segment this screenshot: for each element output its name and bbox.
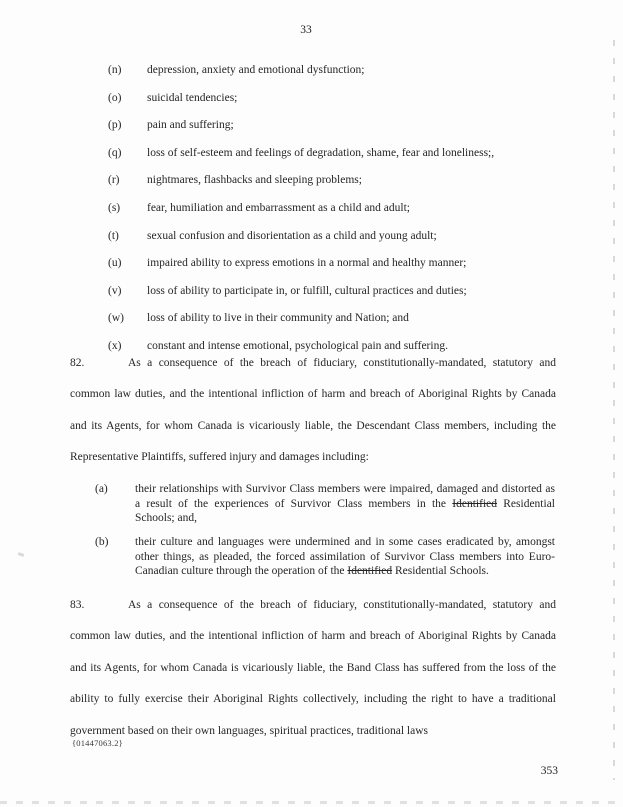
sub-item-a: [95, 482, 555, 526]
scan-artifact-speck: [18, 552, 25, 557]
list-item-w: [108, 311, 568, 339]
paragraph-number: 82.: [70, 357, 85, 369]
paragraph-text: As a consequence of the breach of fiduciary, constitutionally-mandated, statutory and common law duties, and the intentional infliction of harm and breach of Aboriginal Rights by Canada and its Agents, for whom Canada is vicariously liable, the Descendant Class members, including the Representative Plaintiffs, suffered injury and damages including:: [70, 357, 556, 464]
sub-item-label: (b): [95, 536, 109, 548]
list-item-label: (u): [108, 257, 122, 270]
sub-item-text: [135, 482, 555, 526]
list-item-label: (q): [108, 146, 122, 159]
sub-item-text-pre: their culture and languages were undermined and in some cases eradicated by, amongst other things, as pleaded, the forced assimilation of Survivor Class members into Euro-Canadian culture through the operation of the: [135, 536, 555, 578]
list-item-text: nightmares, flashbacks and sleeping problems;: [147, 174, 362, 187]
list-item-p: [108, 118, 568, 146]
list-item-text: fear, humiliation and embarrassment as a child and adult;: [147, 201, 410, 214]
page-number-top: 33: [300, 24, 312, 36]
sub-item-text: [135, 535, 555, 579]
list-item-label: (x): [108, 339, 122, 352]
struck-word: Identified: [452, 497, 497, 510]
list-item-label: (r): [108, 174, 120, 187]
list-item-label: (n): [108, 64, 122, 76]
sub-item-b: [95, 535, 555, 579]
scan-artifact-bottom-edge: [0, 801, 623, 804]
list-item-text: pain and suffering;: [147, 119, 234, 132]
sub-item-text-post: Residential Schools.: [392, 565, 489, 578]
sub-item-text-pre: their relationships with Survivor Class members were impaired, damaged and distorted as a result of the experiences of Survivor Class members in the: [135, 483, 555, 510]
paragraph-83: [70, 590, 556, 747]
list-item-label: (w): [108, 312, 124, 325]
list-item-text: loss of self-esteem and feelings of degradation, shame, fear and loneliness;,: [147, 146, 495, 159]
sub-item-text-post: Residential Schools; and,: [135, 497, 555, 525]
list-item-text: loss of ability to participate in, or fulfill, cultural practices and duties;: [147, 284, 467, 297]
paragraph-number: 83.: [70, 599, 85, 611]
list-item-u: [108, 256, 568, 284]
paragraph-text: As a consequence of the breach of fiduciary, constitutionally-mandated, statutory and common law duties, and the intentional infliction of harm and breach of Aboriginal Rights by Canada and its Agents, for whom Canada is vicariously liable, the Band Class has suffered from the loss of the ability to fully exercise their Aboriginal Rights collectively, including the right to have a traditional government based on their own languages, spiritual practices, traditional laws: [70, 599, 556, 737]
list-item-text: impaired ability to express emotions in a normal and healthy manner;: [147, 257, 467, 270]
list-item-text: suicidal tendencies;: [147, 91, 238, 104]
list-item-label: (o): [108, 91, 122, 104]
list-item-text: sexual confusion and disorientation as a child and young adult;: [147, 229, 437, 242]
paragraph-82: [70, 348, 556, 474]
list-item-text: depression, anxiety and emotional dysfunction;: [147, 64, 365, 76]
list-item-label: (v): [108, 284, 122, 297]
list-item-label: (t): [108, 229, 119, 242]
struck-word: Identified: [347, 565, 393, 578]
list-item-r: [108, 173, 568, 201]
list-item-q: [108, 146, 568, 174]
list-item-n: [108, 63, 568, 91]
scan-artifact-right-edge: [613, 40, 615, 780]
document-code: {01447063.2}: [72, 738, 123, 748]
list-item-text: loss of ability to live in their community and Nation; and: [147, 312, 409, 325]
list-item-o: [108, 91, 568, 119]
page-number-bottom: 353: [540, 765, 558, 777]
list-item-v: [108, 284, 568, 312]
list-item-text: constant and intense emotional, psychological pain and suffering.: [147, 339, 448, 352]
list-item-label: (s): [108, 201, 121, 214]
list-item-s: [108, 201, 568, 229]
alleged-damages-list: [108, 63, 568, 367]
list-item-t: [108, 229, 568, 257]
sub-item-label: (a): [95, 483, 108, 495]
list-item-label: (p): [108, 119, 122, 132]
